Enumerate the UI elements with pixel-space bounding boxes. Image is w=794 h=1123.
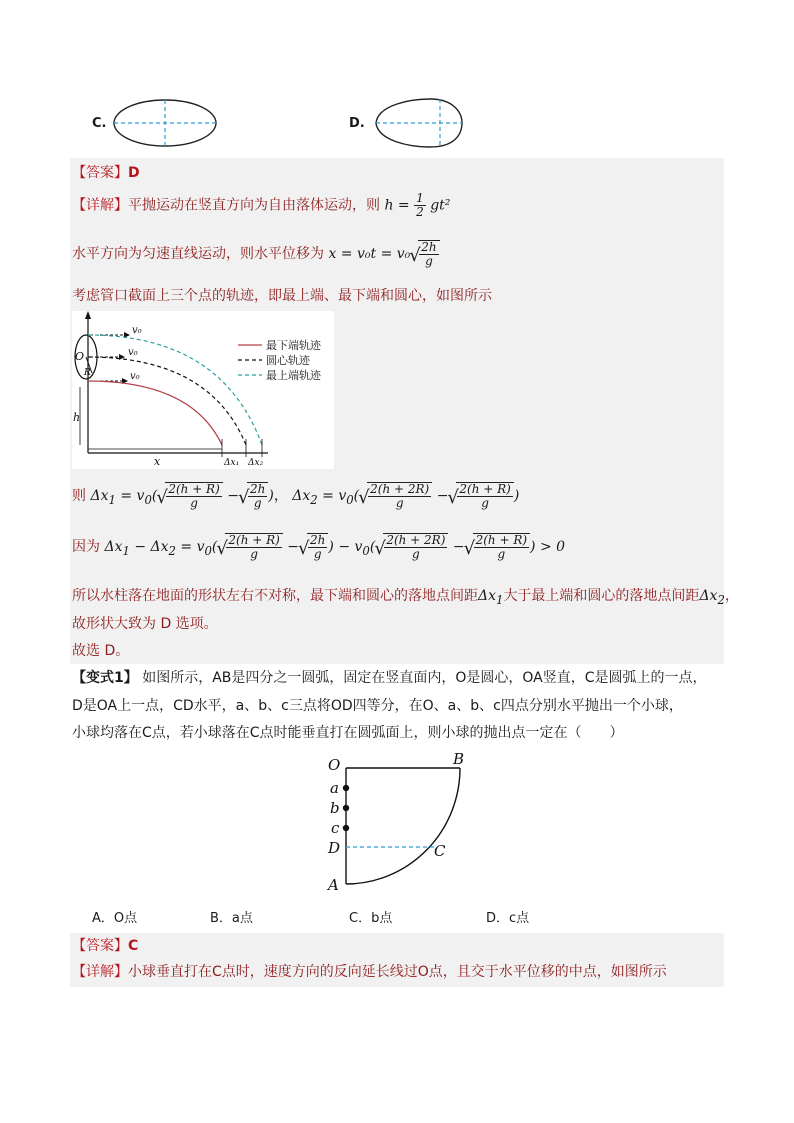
legend-top: 最上端轨迹 (266, 369, 321, 382)
label-c: c (331, 819, 340, 837)
conclusion-line2: 故形状大致为 D 选项。 (72, 616, 218, 632)
label-O: O (75, 350, 85, 363)
label-B: B (453, 750, 465, 768)
label-R: R (84, 368, 91, 378)
choice-d[interactable]: D．c点 (486, 911, 530, 926)
answer2: 【答案】C (72, 938, 139, 954)
choice-a[interactable]: A．O点 (92, 911, 138, 926)
label-O2: O (328, 756, 341, 774)
quarter-arc-figure (320, 750, 480, 895)
label-b: b (330, 799, 340, 817)
answer1: 【答案】D (72, 165, 140, 181)
equation1: 则 $\Delta x_1 = v_0$( √ $\frac{2(h + R)}{g}$ − √ $\frac{2h}{g}$ )， $\Delta x_2 = v_0$( √ $\frac{2(h + 2R)}{g}$ − √ $\frac{2(h + R)}{g}$ ) (72, 482, 519, 510)
variant-line2: D是OA上一点，CD水平，a、b、c三点将OD四等分，在O、a、b、c四点分别水平抛出一个小球， (72, 698, 683, 714)
final-answer-line: 故选 D。 (72, 643, 130, 659)
label-x: x (154, 455, 161, 468)
label-a: a (330, 779, 339, 797)
option-d-shape (370, 95, 466, 153)
detail1-line1: 【详解】平抛运动在竖直方向为自由落体运动，则 h = $\frac{1}{2}$ gt² (72, 191, 451, 219)
trajectory-figure (72, 311, 334, 469)
point-b (343, 805, 349, 811)
choice-b[interactable]: B．a点 (210, 911, 253, 926)
legend-bottom: 最下端轨迹 (266, 339, 321, 352)
conclusion-line1: 所以水柱落在地面的形状左右不对称，最下端和圆心的落地点间距$\Delta x_1$大于最上端和圆心的落地点间距$\Delta x_2$， (72, 588, 739, 607)
option-c-label: C. (92, 116, 107, 131)
detail1-line2: 水平方向为匀速直线运动，则水平位移为 x = v₀t = v₀ √ $\frac{2h}{g}$ (72, 240, 440, 268)
point-a (343, 785, 349, 791)
label-v0-mid: v₀ (128, 347, 138, 358)
label-h: h (73, 411, 81, 424)
label-v0-top: v₀ (132, 325, 142, 336)
equation2: 因为 $\Delta x_1 - \Delta x_2 = v_0$( √ $\frac{2(h + R)}{g}$ − √ $\frac{2h}{g}$ ) − $v_0$( √ $\frac{2(h + 2R)}{g}$ − √ $\frac{2(h + R)}{g}$ ) > 0 (72, 533, 565, 561)
option-c-shape (112, 97, 220, 151)
label-v0-bot: v₀ (130, 371, 140, 382)
variant-line1: 【变式1】 如图所示，AB是四分之一圆弧，固定在竖直面内，O是圆心，OA竖直，C是圆弧上的一点， (72, 670, 707, 686)
label-A: A (328, 876, 339, 894)
label-C: C (434, 842, 446, 860)
choice-c[interactable]: C．b点 (349, 911, 393, 926)
point-c (343, 825, 349, 831)
option-d-label: D. (349, 116, 365, 131)
legend-center: 圆心轨迹 (266, 354, 310, 367)
detail1-line3: 考虑管口截面上三个点的轨迹，即最上端、最下端和圆心，如图所示 (72, 288, 492, 304)
label-dx1: Δx₁ (224, 458, 240, 468)
variant-line3: 小球均落在C点，若小球落在C点时能垂直打在圆弧面上，则小球的抛出点一定在（ ） (72, 725, 624, 741)
detail2: 【详解】小球垂直打在C点时，速度方向的反向延长线过O点，且交于水平位移的中点，如图所示 (72, 964, 667, 980)
label-D: D (328, 839, 341, 857)
label-dx2: Δx₂ (248, 458, 264, 468)
